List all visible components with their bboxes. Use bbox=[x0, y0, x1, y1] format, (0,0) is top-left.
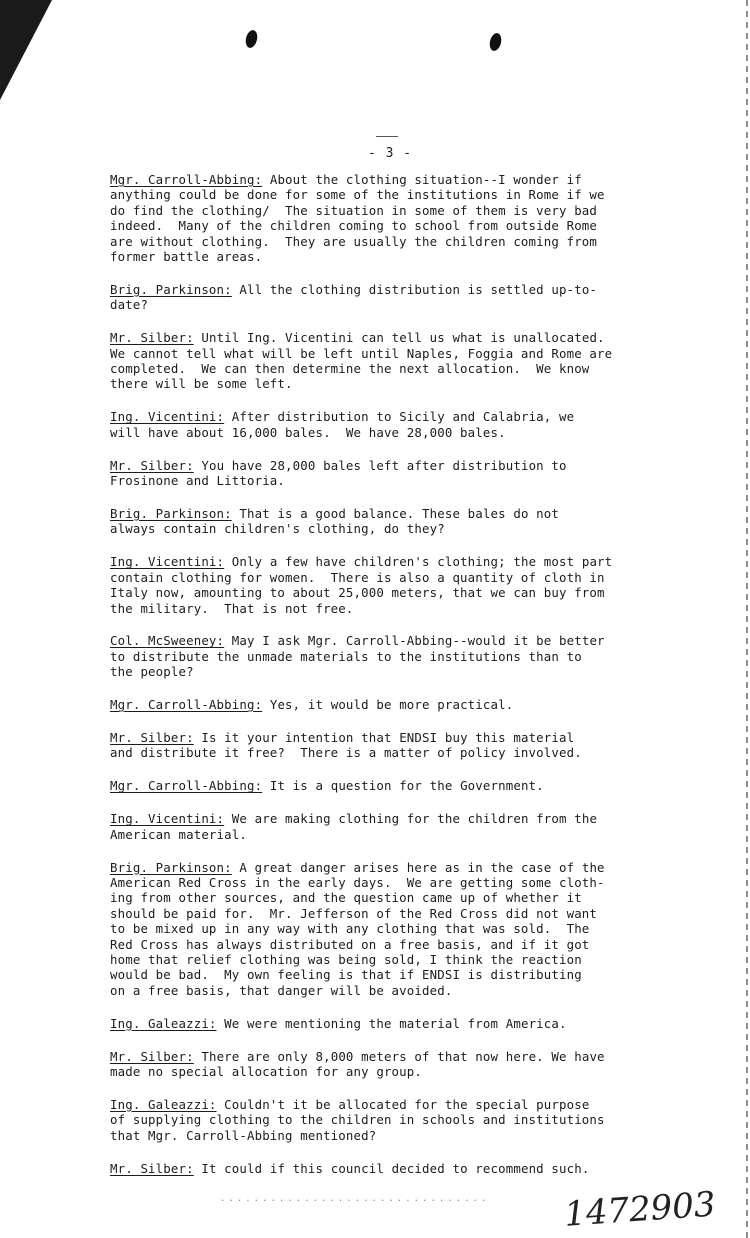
speaker-name: Mgr. Carroll-Abbing: bbox=[110, 172, 263, 187]
punch-hole-left bbox=[244, 29, 259, 49]
entry-text-line: Red Cross has always distributed on a free basis, and if it got bbox=[110, 936, 590, 952]
entry-text-line: on a free basis, that danger will be avoided. bbox=[110, 982, 453, 998]
speaker-entry-4 bbox=[110, 458, 715, 489]
speaker-entry-3 bbox=[110, 409, 715, 440]
entry-text-line: A great danger arises here as in the case of the bbox=[239, 859, 605, 875]
entry-text-line: There are only 8,000 meters of that now here. We have bbox=[201, 1048, 605, 1064]
entry-text-line: home that relief clothing was being sold, I think the reaction bbox=[110, 952, 582, 968]
entry-text-line: You have 28,000 bales left after distribution to bbox=[201, 457, 567, 473]
entry-text-line: completed. We can then determine the next allocation. We know bbox=[110, 361, 590, 377]
entry-text-line: of supplying clothing to the children in schools and institutions bbox=[110, 1112, 605, 1128]
speaker-entry-0 bbox=[110, 172, 715, 264]
speaker-entry-12 bbox=[110, 860, 715, 999]
speaker-name: Mr. Silber: bbox=[110, 330, 194, 346]
speaker-name: Mr. Silber: bbox=[110, 730, 194, 746]
handwritten-reference-number bbox=[560, 1178, 717, 1235]
speaker-entry-2 bbox=[110, 330, 715, 392]
entry-text-line: contain clothing for women. There is also a quantity of cloth in bbox=[110, 569, 605, 585]
speaker-name: Brig. Parkinson: bbox=[110, 281, 232, 297]
entry-text-line: would be bad. My own feeling is that if ENDSI is distributing bbox=[110, 967, 582, 983]
footer-dotted-rule: ................................ bbox=[220, 1194, 490, 1204]
speaker-name: Brig. Parkinson: bbox=[110, 506, 232, 521]
speaker-entry-9 bbox=[110, 730, 715, 761]
entry-text-line: That is a good balance. These bales do not bbox=[239, 506, 560, 521]
speaker-name: Mgr. Carroll-Abbing: bbox=[110, 697, 263, 713]
speaker-name: Ing. Galeazzi: bbox=[110, 1015, 217, 1031]
entry-text-line: We cannot tell what will be left until Naples, Foggia and Rome are bbox=[110, 345, 613, 361]
entry-text-line: ing from other sources, and the question came up of whether it bbox=[110, 890, 582, 906]
speaker-name: Mr. Silber: bbox=[110, 1160, 194, 1176]
speaker-entry-8 bbox=[110, 697, 715, 712]
transcript-body bbox=[110, 172, 715, 1194]
entry-text-line: We were mentioning the material from America. bbox=[224, 1015, 567, 1031]
entry-text-line: date? bbox=[110, 297, 149, 313]
entry-text-line: American Red Cross in the early days. We are getting some cloth- bbox=[110, 875, 605, 890]
entry-text-line: will have about 16,000 bales. We have 28,000 bales. bbox=[110, 424, 506, 440]
speaker-entry-6 bbox=[110, 554, 715, 616]
entry-text-line: All the clothing distribution is settled up-to- bbox=[239, 281, 598, 297]
handwritten-number-text: 1472903 bbox=[562, 1184, 717, 1235]
entry-text-line: We are making clothing for the children from the bbox=[231, 811, 598, 827]
scan-edge bbox=[740, 0, 750, 1238]
speaker-entry-7 bbox=[110, 633, 715, 679]
entry-text-line: there will be some left. bbox=[110, 376, 293, 392]
speaker-entry-1 bbox=[110, 282, 715, 313]
entry-text-line: that Mgr. Carroll-Abbing mentioned? bbox=[110, 1127, 377, 1143]
entry-text-line: Yes, it would be more practical. bbox=[269, 697, 514, 713]
entry-text-line: indeed. Many of the children coming to school from outside Rome bbox=[110, 218, 598, 234]
entry-text-line: After distribution to Sicily and Calabria, we bbox=[231, 409, 575, 425]
entry-text-line: Until Ing. Vicentini can tell us what is unallocated. bbox=[201, 330, 605, 346]
speaker-name: Col. McSweeney: bbox=[110, 633, 225, 649]
speaker-name: Ing. Vicentini: bbox=[110, 554, 225, 570]
entry-text-line: anything could be done for some of the institutions in Rome if we bbox=[110, 187, 605, 203]
entry-text-line: are without clothing. They are usually the children coming from bbox=[110, 233, 598, 249]
speaker-entry-15 bbox=[110, 1097, 715, 1143]
speaker-name: Mgr. Carroll-Abbing: bbox=[110, 778, 263, 794]
entry-text-line: to be mixed up in any way with any clothing that was sold. The bbox=[110, 921, 590, 937]
entry-text-line: do find the clothing/ The situation in some of them is very bad bbox=[110, 202, 598, 218]
entry-text-line: Couldn't it be allocated for the special purpose bbox=[224, 1096, 590, 1112]
speaker-entry-11 bbox=[110, 811, 715, 842]
speaker-entry-13 bbox=[110, 1016, 715, 1031]
speaker-name: Mr. Silber: bbox=[110, 457, 194, 473]
punch-hole-right bbox=[488, 32, 503, 52]
entry-text-line: About the clothing situation--I wonder if bbox=[269, 172, 582, 187]
speaker-name: Mr. Silber: bbox=[110, 1048, 194, 1064]
entry-text-line: should be paid for. Mr. Jefferson of the Red Cross did not want bbox=[110, 905, 598, 921]
page-number: - 3 - bbox=[368, 146, 413, 161]
entry-text-line: Frosinone and Littoria. bbox=[110, 473, 286, 489]
entry-text-line: the people? bbox=[110, 664, 194, 680]
entry-text-line: to distribute the unmade materials to the institutions than to bbox=[110, 648, 582, 664]
speaker-name: Ing. Vicentini: bbox=[110, 409, 225, 425]
entry-text-line: Italy now, amounting to about 25,000 meters, that we can buy from bbox=[110, 585, 605, 601]
speaker-entry-14 bbox=[110, 1049, 715, 1080]
entry-text-line: Is it your intention that ENDSI buy this material bbox=[201, 730, 575, 746]
entry-text-line: and distribute it free? There is a matter of policy involved. bbox=[110, 745, 582, 761]
entry-text-line: May I ask Mgr. Carroll-Abbing--would it be better bbox=[231, 633, 605, 649]
speaker-entry-16 bbox=[110, 1161, 715, 1176]
speaker-name: Ing. Galeazzi: bbox=[110, 1096, 217, 1112]
speaker-entry-5 bbox=[110, 506, 715, 537]
speaker-name: Ing. Vicentini: bbox=[110, 811, 225, 827]
entry-text-line: made no special allocation for any group. bbox=[110, 1064, 423, 1080]
entry-text-line: It is a question for the Government. bbox=[269, 778, 544, 794]
folded-corner bbox=[0, 0, 60, 110]
entry-text-line: the military. That is not free. bbox=[110, 600, 354, 616]
entry-text-line: It could if this council decided to recommend such. bbox=[201, 1160, 590, 1176]
speaker-entry-10 bbox=[110, 778, 715, 793]
entry-text-line: former battle areas. bbox=[110, 249, 263, 265]
entry-text-line: always contain children's clothing, do they? bbox=[110, 521, 445, 537]
speaker-name: Brig. Parkinson: bbox=[110, 859, 232, 875]
entry-text-line: American material. bbox=[110, 826, 247, 842]
entry-text-line: Only a few have children's clothing; the most part bbox=[231, 554, 613, 570]
